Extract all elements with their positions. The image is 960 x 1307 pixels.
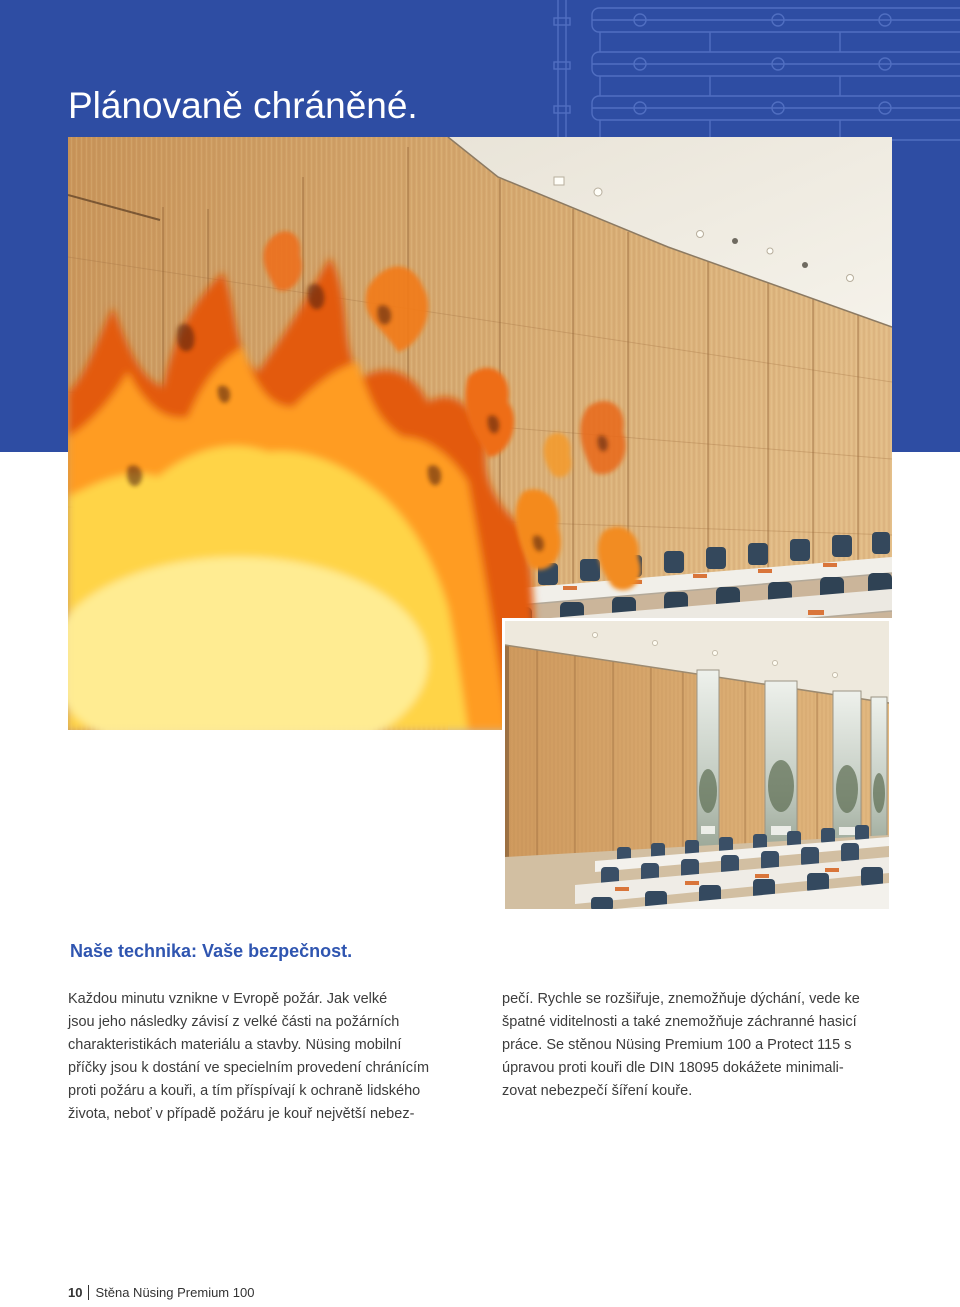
conference-room-photo (502, 618, 892, 912)
body-text-line: pečí. Rychle se rozšiřuje, znemožňuje dýchání, vede ke (502, 991, 860, 1007)
page-number: 10 (68, 1285, 83, 1300)
body-text-line: života, neboť v případě požáru je kouř největší nebez- (68, 1106, 415, 1122)
body-text-line: špatné viditelnosti a také znemožňuje záchranné hasicí (502, 1014, 857, 1030)
running-title: Stěna Nüsing Premium 100 (88, 1285, 254, 1300)
body-column-left (68, 988, 488, 1126)
body-text-line: zovat nebezpečí šíření kouře. (502, 1083, 693, 1099)
conference-room-photo-image (505, 621, 889, 909)
body-text-line: charakteristikách materiálu a stavby. Nüsing mobilní (68, 1037, 402, 1053)
body-text-line: Každou minutu vznikne v Evropě požár. Jak velké (68, 991, 388, 1007)
page-footer (68, 1284, 254, 1302)
body-text-line: úpravou proti kouři dle DIN 18095 dokážete minimali- (502, 1060, 844, 1076)
body-text-line: jsou jeho následky závisí z velké části na požárních (68, 1014, 400, 1030)
body-column-right (502, 988, 922, 1103)
blueprint-decoration (540, 0, 960, 150)
body-text-line: práce. Se stěnou Nüsing Premium 100 a Protect 115 s (502, 1037, 852, 1053)
page-title: Plánovaně chráněné. (68, 85, 418, 126)
section-heading: Naše technika: Vaše bezpečnost. (70, 941, 353, 961)
body-text-line: proti požáru a kouři, a tím příspívají k ochraně lidského (68, 1083, 421, 1099)
body-text-line: příčky jsou k dostání ve specielním provedení chránícím (68, 1060, 430, 1076)
